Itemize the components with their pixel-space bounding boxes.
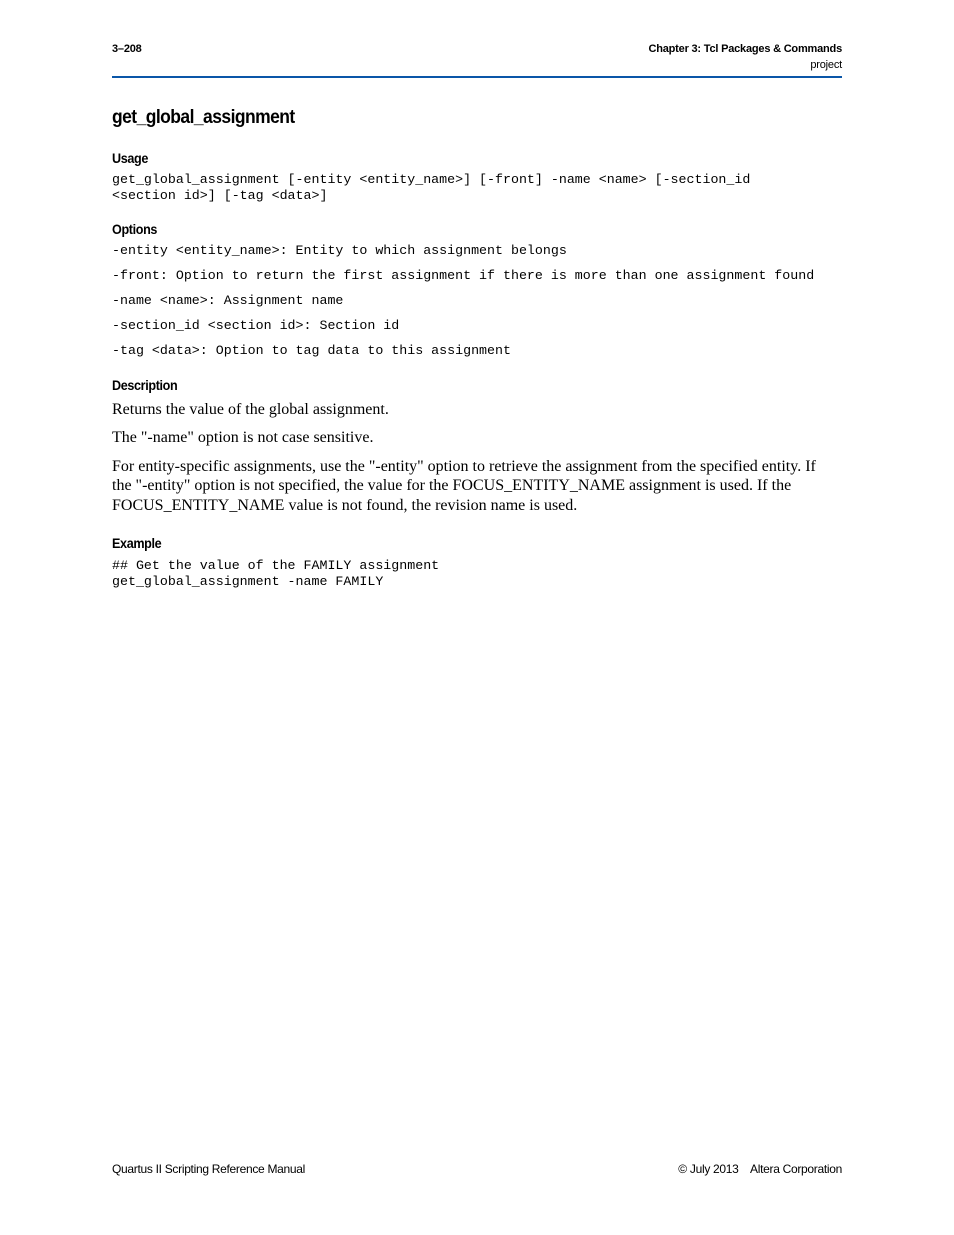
- options-list: [112, 243, 852, 359]
- option-item-entity: -entity <entity_name>: Entity to which assignment belongs: [112, 243, 567, 258]
- chapter-title: Chapter 3: Tcl Packages & Commands: [648, 43, 842, 55]
- option-item-front: -front: Option to return the first assignment if there is more than one assignment found: [112, 268, 815, 283]
- usage-heading: Usage: [112, 150, 149, 166]
- footer-manual-title: Quartus II Scripting Reference Manual: [112, 1162, 306, 1176]
- option-item-section-id: -section_id <section id>: Section id: [112, 318, 400, 333]
- section-label: project: [810, 59, 842, 71]
- page-number: 3–208: [112, 43, 142, 55]
- option-item-name: -name <name>: Assignment name: [112, 293, 344, 308]
- example-heading: Example: [112, 535, 162, 551]
- description-paragraph: The "-name" option is not case sensitive.: [112, 429, 374, 446]
- description-paragraph: For entity-specific assignments, use the "-entity" option to retrieve the assignment from the specified entity. If the "-entity" option is not specified, the value for the FOCUS_ENTITY_NAME assignment is used. If the FOCUS_ENTITY_NAME value is not found, the revision name is used.: [112, 457, 816, 514]
- header-rule: [112, 76, 842, 78]
- description-paragraph: Returns the value of the global assignment.: [112, 400, 389, 418]
- options-heading: Options: [112, 221, 158, 237]
- footer-copyright: © July 2013 Altera Corporation: [678, 1162, 842, 1176]
- main-content: [112, 106, 852, 589]
- example-code: ## Get the value of the FAMILY assignment get_global_assignment -name FAMILY: [112, 558, 440, 589]
- page-title: get_global_assignment: [112, 107, 295, 128]
- description-heading: Description: [112, 376, 178, 393]
- usage-code: get_global_assignment [-entity <entity_name>] [-front] -name <name> [-section_id <section id>] [-tag <data>]: [112, 172, 751, 203]
- option-item-tag: -tag <data>: Option to tag data to this assignment: [112, 343, 511, 358]
